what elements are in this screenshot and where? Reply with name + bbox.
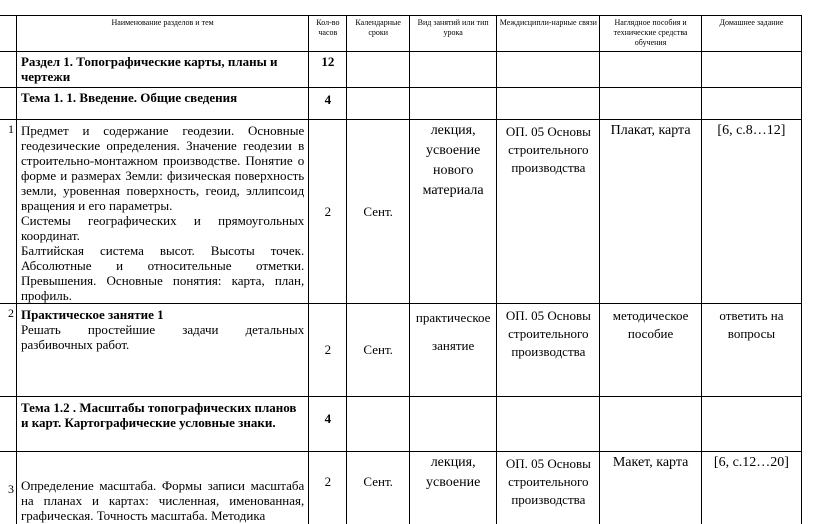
practice-links: ОП. 05 Основы строительного производства [497,304,600,397]
lesson-description [16,452,308,524]
topic-hours: 4 [309,397,347,452]
practice-text: Решать простейшие задачи детальных разбивочных работ. [20,322,305,352]
lesson-links: ОП. 05 Основы строительного производства [497,452,600,524]
lesson-row [0,120,802,304]
lesson-date: Сент. [347,452,409,524]
practice-date: Сент. [347,304,409,397]
header-lesson-type: Вид занятий или тип урока [409,16,497,52]
lesson-hours: 2 [309,120,347,304]
lesson-description [16,120,308,304]
lesson-number: 3 [0,452,16,524]
lesson-row [0,452,802,524]
lesson-aids: Макет, карта [600,452,702,524]
lesson-homework: [6, с.12…20] [701,452,801,524]
section-hours: 12 [309,52,347,88]
lesson-paragraph: Предмет и содержание геодезии. Основные геодезические определения. Значение геодезии в строительно-монтажном производстве. Понятие о форме и размерах Земли: физическая поверхность земли, уровенная поверхность, геоид, эллипсоид вращения и его параметры. [20,123,305,213]
lesson-homework: [6, с.8…12] [701,120,801,304]
lesson-date: Сент. [347,120,409,304]
lesson-links: ОП. 05 Основы строительного производства [497,120,600,304]
lesson-type: лекция, усвоение нового материала [409,120,497,304]
lesson-paragraph: Балтийская система высот. Высоты точек. Абсолютные и относительные отметки. Превышения. Основные понятия: карта, план, профиль. [20,243,305,303]
header-interdisciplinary: Междисципли-нарные связи [497,16,600,52]
thematic-plan-table [0,15,802,524]
practice-homework: ответить на вопросы [701,304,801,397]
practice-number: 2 [0,304,16,397]
section-row [0,52,802,88]
lesson-paragraph: Системы географических и прямоугольных координат. [20,213,305,243]
practice-title: Практическое занятие 1 [20,307,164,322]
lesson-type: лекция, усвоение [409,452,497,524]
header-row [0,16,802,52]
practice-hours: 2 [309,304,347,397]
practice-type: практическое занятие [409,304,497,397]
header-aids: Наглядное пособия и технические средства обучения [600,16,702,52]
lesson-text: Определение масштаба. Формы записи масштаба на планах и картах: численная, именованная, графическая. Точность масштаба. Методика [20,478,305,523]
header-homework: Домашнее задание [701,16,801,52]
practice-aids: методическое пособие [600,304,702,397]
header-sections: Наименование разделов и тем [16,16,308,52]
lesson-hours: 2 [309,452,347,524]
practice-description [16,304,308,397]
practice-row [0,304,802,397]
topic-title: Тема 1.2 . Масштабы топографических планов и карт. Картографические условные знаки. [16,397,308,452]
header-calendar: Календарные сроки [347,16,409,52]
lesson-number: 1 [0,120,16,304]
header-number-cell [0,16,16,52]
topic-hours: 4 [309,88,347,120]
topic-row [0,397,802,452]
section-title: Раздел 1. Топографические карты, планы и чертежи [16,52,308,88]
lesson-aids: Плакат, карта [600,120,702,304]
header-hours: Кол-во часов [309,16,347,52]
topic-title: Тема 1. 1. Введение. Общие сведения [16,88,308,120]
topic-row [0,88,802,120]
